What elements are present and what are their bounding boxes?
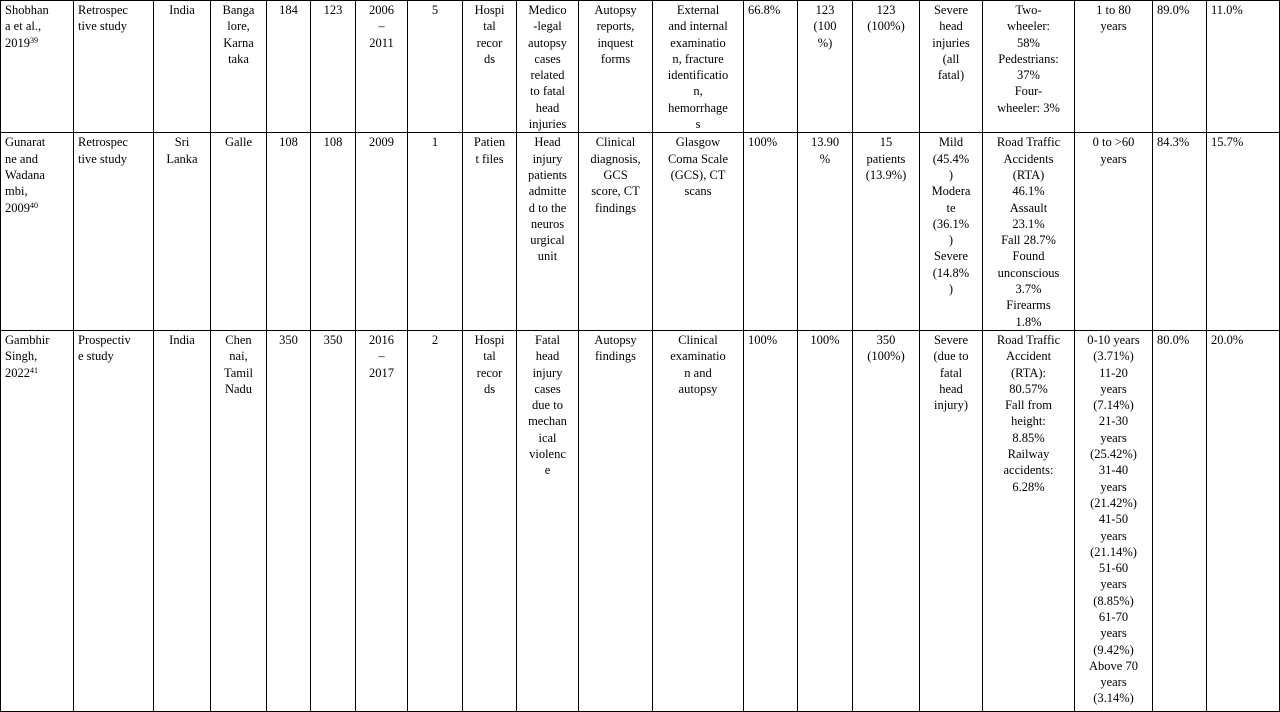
data-source-cell (579, 1, 653, 133)
reference-superscript: 41 (30, 365, 38, 375)
cell-line: (7.14%) (1093, 398, 1134, 413)
cell-line: 13.90 (810, 135, 840, 150)
cell-line: Retrospec (78, 135, 128, 150)
age-cell (1075, 1, 1153, 133)
cell-line: Hospi (474, 3, 505, 17)
cell-line: 11-20 (1099, 365, 1128, 380)
cell-line: patients (866, 151, 906, 166)
cell-line: Mild (938, 135, 964, 150)
cell-line: (13.9%) (865, 167, 907, 182)
cell-line: (9.42%) (1093, 642, 1134, 657)
cell-line: 2009 (5, 200, 30, 215)
cell-line: head (939, 19, 963, 34)
cell-line: (21.14%) (1090, 544, 1137, 559)
cell-line: 123 (876, 3, 896, 17)
cell-line: Fall 28.7% (1001, 233, 1056, 248)
cell-line: diagnosis, (590, 151, 641, 166)
cell-line: External (676, 3, 720, 17)
cell-line: Wadana (5, 167, 45, 182)
cell-value: 350 (323, 332, 343, 347)
cell-value: 100% (748, 135, 778, 150)
cell-line: 100% (810, 332, 840, 347)
cell-line: hemorrhage (668, 100, 728, 115)
duration-cell (408, 1, 463, 133)
cell-line: (all (942, 51, 960, 66)
cell-line: Assault (1009, 200, 1048, 215)
cell-line: 2011 (369, 35, 394, 50)
cell-line: autopsy (528, 35, 567, 50)
percentage-cell (744, 133, 798, 331)
cell-line: (due to (933, 349, 969, 364)
cell-line: injuries (528, 117, 567, 132)
cell-line: years (1100, 626, 1127, 641)
method-cell (653, 1, 744, 133)
cell-line: and internal (668, 19, 728, 34)
cell-line: (RTA): (1010, 365, 1047, 380)
city-cell (211, 330, 267, 711)
cell-line: t files (475, 151, 504, 166)
cell-value: 66.8% (748, 3, 781, 17)
cell-line: India (169, 332, 195, 347)
cell-line: recor (476, 35, 503, 50)
cell-line: – (378, 349, 385, 364)
severity-cell (920, 1, 983, 133)
cell-value: 89.0% (1157, 3, 1190, 17)
cell-line: examinatio (670, 349, 726, 364)
cell-line: forms (600, 51, 631, 66)
cell-line: autopsy (678, 381, 718, 396)
study-cell (1, 133, 74, 331)
cell-line: reports, (596, 19, 635, 34)
cell-line: Fatal (535, 332, 560, 347)
cell-line: due to (532, 398, 563, 413)
cell-line: 15 (879, 135, 893, 150)
cell-value: 1 (431, 135, 439, 150)
cell-line: years (1100, 19, 1127, 34)
cell-line: 31-40 (1098, 463, 1129, 478)
cell-line-with-ref (5, 365, 69, 381)
cell-value: 80.0% (1157, 332, 1190, 347)
cell-line: 3.7% (1015, 282, 1042, 297)
cell-line: Chen (225, 332, 252, 347)
included-cases-cell (311, 133, 356, 331)
cell-line: 0-10 years (1087, 332, 1140, 347)
cell-line: (RTA) (1012, 167, 1045, 182)
cell-line: wheeler: (1006, 19, 1051, 34)
country-cell (154, 1, 211, 133)
cell-line: (100%) (867, 19, 905, 34)
cell-line: height: (1011, 414, 1046, 429)
cell-line: wheeler: 3% (997, 100, 1060, 115)
count-cell (853, 133, 920, 331)
female-percent-cell (1207, 330, 1280, 711)
cell-line: fatal (939, 365, 963, 380)
cell-line: tive study (78, 19, 127, 34)
cell-line: Gunarat (5, 135, 46, 150)
count-cell (853, 1, 920, 133)
cell-line: (3.71%) (1093, 349, 1134, 364)
cell-line: fatal) (937, 68, 965, 83)
cell-line: related (530, 68, 565, 83)
cell-value: 123 (323, 3, 343, 17)
cell-line: Lanka (166, 151, 198, 166)
cell-line: n, (693, 84, 703, 99)
cell-line: inquest (597, 35, 634, 50)
cell-line: Hospi (474, 332, 505, 347)
cell-line: lore, (227, 19, 250, 34)
design-cell (74, 1, 154, 133)
study-cell (1, 330, 74, 711)
data-source-cell (579, 330, 653, 711)
table-row (1, 1, 1280, 133)
design-cell (74, 133, 154, 331)
cell-line: 51-60 (1098, 561, 1129, 576)
cell-line: recor (476, 365, 503, 380)
cell-value: 100% (748, 332, 778, 347)
cell-line: Firearms (1006, 298, 1051, 313)
severity-cell (920, 330, 983, 711)
cell-line: (25.42%) (1090, 447, 1137, 462)
table-row (1, 330, 1280, 711)
cell-line: injury (532, 151, 563, 166)
female-percent-cell (1207, 1, 1280, 133)
included-cases-cell (311, 1, 356, 133)
cell-line: e study (78, 349, 114, 364)
cell-line: (3.14%) (1093, 691, 1134, 706)
percentage-included-cell (798, 1, 853, 133)
cell-line: years (1100, 151, 1127, 166)
cell-line: 2017 (369, 365, 394, 380)
total-cases-cell (267, 1, 311, 133)
cell-line: 37% (1017, 68, 1040, 83)
cell-line: years (1100, 675, 1127, 690)
cell-line: Prospectiv (78, 332, 131, 347)
age-cell (1075, 330, 1153, 711)
cell-line: ) (948, 167, 954, 182)
cell-line: ds (483, 381, 496, 396)
cell-line: injury (532, 365, 563, 380)
cell-line: Medico (528, 3, 567, 17)
cell-line: Clinical (595, 135, 636, 150)
cell-line: Banga (222, 3, 255, 17)
cell-line: 41-50 (1098, 512, 1129, 527)
cell-line: n and (684, 365, 712, 380)
cell-line: Glasgow (675, 135, 721, 150)
cell-line: India (169, 3, 195, 17)
cell-line: findings (595, 349, 636, 364)
cell-value: 11.0% (1211, 3, 1243, 17)
cell-line: (100%) (867, 349, 905, 364)
cell-line: 61-70 (1098, 609, 1129, 624)
count-cell (853, 330, 920, 711)
male-percent-cell (1153, 330, 1207, 711)
cell-line: unconscious (997, 265, 1060, 280)
cell-line: (36.1% (932, 216, 970, 231)
cell-line: (100 (813, 19, 837, 34)
cell-line: 6.28% (1012, 479, 1045, 494)
cell-line: Severe (933, 332, 968, 347)
percentage-included-cell (798, 133, 853, 331)
cell-line: cases (534, 381, 561, 396)
cell-line: 2009 (369, 135, 394, 150)
cell-line: s (695, 117, 701, 132)
cell-line: years (1100, 528, 1127, 543)
cell-line: 2016 (369, 332, 394, 347)
cell-line: ne and (5, 151, 38, 166)
percentage-cell (744, 1, 798, 133)
cell-line: te (946, 200, 956, 215)
cell-line: e (544, 463, 551, 478)
cell-line: mbi, (5, 184, 28, 199)
cell-line: violenc (529, 447, 566, 462)
cell-value: 15.7% (1211, 135, 1244, 150)
cell-line: injury) (933, 398, 969, 413)
cell-line: 2006 (369, 3, 394, 17)
cell-line: 350 (876, 332, 896, 347)
cell-line: a et al., (5, 19, 42, 34)
cell-line: n, fracture (672, 51, 724, 66)
cell-line: head (535, 100, 560, 115)
cell-value: 84.3% (1157, 135, 1190, 150)
cell-line: years (1100, 430, 1127, 445)
cell-line: ) (948, 282, 954, 297)
cell-line: score, CT (591, 184, 640, 199)
cell-line: tive study (78, 151, 127, 166)
cell-line: Shobhan (5, 3, 49, 17)
cell-line: urgical (530, 233, 565, 248)
cell-line: scans (684, 184, 712, 199)
cell-line: Severe (933, 249, 968, 264)
cell-line: identificatio (667, 68, 729, 83)
cell-line: head (535, 349, 560, 364)
cell-line: Head (534, 135, 561, 150)
cell-line: examinatio (670, 35, 726, 50)
table-row (1, 133, 1280, 331)
cell-line: Pedestrians: (998, 51, 1059, 66)
cell-line: 123 (815, 3, 835, 17)
mechanism-cell (983, 133, 1075, 331)
cell-value: 2 (431, 332, 439, 347)
cell-line: Modera (931, 184, 971, 199)
severity-cell (920, 133, 983, 331)
cell-line: (GCS), CT (670, 167, 726, 182)
cell-line: Accidents (1003, 151, 1054, 166)
cell-line: admitte (528, 184, 567, 199)
cell-line: Sri (174, 135, 190, 150)
cell-line: 21-30 (1098, 414, 1129, 429)
duration-cell (408, 330, 463, 711)
cell-line: Two- (1015, 3, 1042, 17)
cell-line: Tamil (224, 365, 253, 380)
duration-cell (408, 133, 463, 331)
cell-line: -legal (533, 19, 562, 34)
cell-line: Road Traffic (996, 135, 1061, 150)
cell-line: % (819, 151, 831, 166)
cell-line: nai, (229, 349, 248, 364)
cell-line: patients (528, 167, 567, 182)
percentage-included-cell (798, 330, 853, 711)
cell-line: Retrospec (78, 3, 128, 17)
cell-line: Gambhir (5, 332, 50, 347)
table-body (1, 1, 1280, 712)
source-cell (463, 133, 517, 331)
reference-superscript: 40 (30, 200, 38, 210)
cell-line: Nadu (224, 381, 253, 396)
method-cell (653, 330, 744, 711)
cell-line: 8.85% (1012, 430, 1045, 445)
city-cell (211, 133, 267, 331)
study-cell (1, 1, 74, 133)
period-cell (356, 330, 408, 711)
female-percent-cell (1207, 133, 1280, 331)
source-cell (463, 1, 517, 133)
cell-line: 23.1% (1012, 216, 1045, 231)
cell-line: Road Traffic (996, 332, 1061, 347)
cell-line: 0 to >60 (1092, 135, 1135, 150)
cell-line: accidents: (1003, 463, 1054, 478)
total-cases-cell (267, 330, 311, 711)
country-cell (154, 133, 211, 331)
cell-line: years (1100, 479, 1127, 494)
country-cell (154, 330, 211, 711)
mechanism-cell (983, 330, 1075, 711)
reference-superscript: 39 (30, 35, 38, 45)
city-cell (211, 1, 267, 133)
cell-line: Karna (223, 35, 254, 50)
cell-line: Patien (473, 135, 506, 150)
period-cell (356, 133, 408, 331)
cell-line: (14.8% (932, 265, 970, 280)
cell-line: – (378, 19, 385, 34)
cell-line: 46.1% (1012, 184, 1045, 199)
cell-line: tal (483, 19, 496, 34)
cell-line: Coma Scale (667, 151, 729, 166)
percentage-cell (744, 330, 798, 711)
cell-line: Singh, (5, 349, 38, 364)
cell-value: 20.0% (1211, 332, 1244, 347)
cell-line: tal (483, 349, 496, 364)
cell-line: Clinical (678, 332, 718, 347)
cell-line: (8.85%) (1093, 593, 1134, 608)
cell-line: ical (538, 430, 557, 445)
cell-line: findings (595, 200, 636, 215)
cell-line: (45.4% (932, 151, 970, 166)
cell-value: 350 (279, 332, 298, 347)
included-cases-cell (311, 330, 356, 711)
cell-line: 1 to 80 (1096, 3, 1131, 17)
cell-line: Found (1012, 249, 1045, 264)
total-cases-cell (267, 133, 311, 331)
male-percent-cell (1153, 1, 1207, 133)
cell-line: 58% (1017, 35, 1040, 50)
cell-line: Autopsy (594, 3, 637, 17)
population-cell (517, 330, 579, 711)
cell-line: (21.42%) (1090, 495, 1137, 510)
cell-line: neuros (530, 216, 565, 231)
cell-line-with-ref (5, 200, 69, 216)
cell-line: ds (483, 51, 496, 66)
cell-line: years (1100, 381, 1127, 396)
cell-line: taka (228, 51, 249, 66)
cell-line: to fatal (529, 84, 566, 99)
cell-line: 2022 (5, 365, 30, 380)
cell-line: Autopsy (594, 332, 637, 347)
cell-line: %) (817, 35, 833, 50)
cell-value: 184 (279, 3, 298, 17)
cell-line: Four- (1014, 84, 1043, 99)
cell-line: d to the (528, 200, 567, 215)
cell-line: GCS (603, 167, 628, 182)
cell-line: Accident (1005, 349, 1052, 364)
period-cell (356, 1, 408, 133)
cell-line: head (939, 381, 963, 396)
cell-line: Railway (1007, 447, 1050, 462)
population-cell (517, 1, 579, 133)
design-cell (74, 330, 154, 711)
cell-line: unit (537, 249, 558, 264)
source-cell (463, 330, 517, 711)
cell-line: 1.8% (1015, 314, 1042, 329)
method-cell (653, 133, 744, 331)
cell-value: 108 (323, 135, 343, 150)
cell-line: Fall from (1005, 398, 1052, 413)
cell-line: Galle (224, 135, 253, 150)
male-percent-cell (1153, 133, 1207, 331)
cell-line: 2019 (5, 35, 30, 50)
cell-line: Above 70 (1089, 658, 1138, 673)
cell-line: mechan (528, 414, 567, 429)
cell-value: 108 (279, 135, 298, 150)
cell-line: ) (948, 233, 954, 248)
cell-line: cases (534, 51, 561, 66)
cell-line: years (1100, 577, 1127, 592)
cell-value: 5 (431, 3, 439, 17)
cell-line-with-ref (5, 35, 69, 51)
data-source-cell (579, 133, 653, 331)
cell-line: 80.57% (1009, 381, 1048, 396)
mechanism-cell (983, 1, 1075, 133)
cell-line: Severe (933, 3, 968, 17)
age-cell (1075, 133, 1153, 331)
cell-line: injuries (932, 35, 970, 50)
population-cell (517, 133, 579, 331)
